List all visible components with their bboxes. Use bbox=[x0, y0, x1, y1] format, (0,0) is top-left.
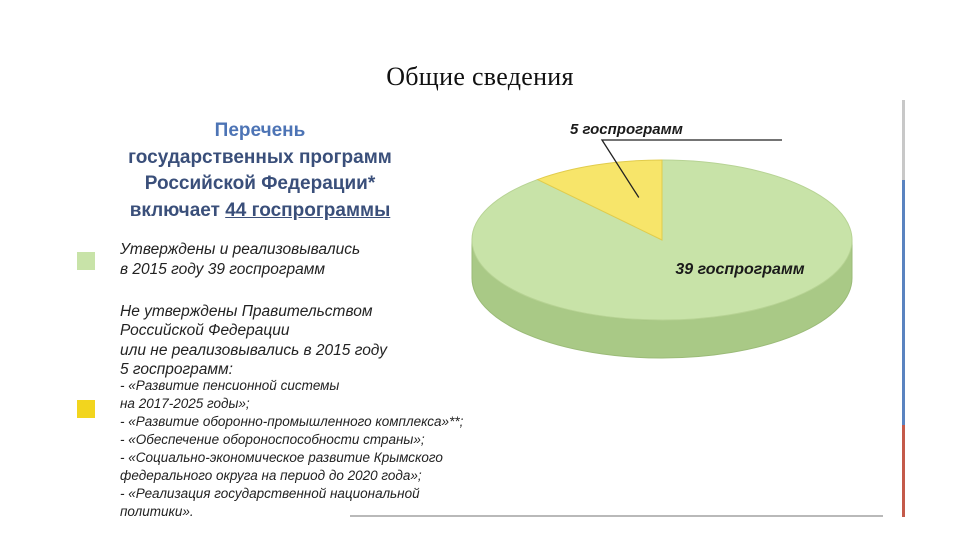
legend-not-approved-line-4: 5 госпрограмм: bbox=[120, 361, 233, 379]
list-item: - «Развитие оборонно-промышленного комплекса»**; bbox=[120, 413, 464, 429]
programs-pie-chart bbox=[460, 110, 880, 370]
list-item: федерального округа на период до 2020 года»; bbox=[120, 467, 422, 483]
legend-swatch-not-approved bbox=[77, 400, 95, 418]
heading-line-2: государственных программ bbox=[128, 146, 392, 168]
list-item: на 2017-2025 годы»; bbox=[120, 395, 250, 411]
pie-label-5: 5 госпрограмм bbox=[570, 121, 683, 138]
panel-border-bottom bbox=[902, 425, 905, 517]
pie-label-39: 39 госпрограмм bbox=[675, 261, 805, 278]
list-item: политики». bbox=[120, 503, 194, 519]
panel-border-middle bbox=[902, 180, 905, 425]
heading-line-1: Перечень bbox=[214, 120, 306, 141]
legend-text-not-approved bbox=[120, 302, 460, 380]
heading-line-3: Российской Федерации* bbox=[144, 173, 376, 195]
panel-border-top bbox=[902, 100, 905, 180]
slide-title: Общие сведения bbox=[386, 62, 574, 91]
heading-line-4 bbox=[60, 198, 460, 225]
list-item: - «Реализация государственной национальной bbox=[120, 485, 420, 501]
not-approved-program-list bbox=[120, 377, 560, 521]
list-item: - «Развитие пенсионной системы bbox=[120, 378, 340, 393]
programs-heading bbox=[60, 118, 460, 224]
legend-swatch-approved bbox=[77, 252, 95, 270]
heading-total-count: 44 госпрограммы bbox=[225, 199, 391, 221]
heading-line-4-prefix: включает bbox=[129, 199, 226, 221]
legend-approved-line-2: в 2015 году 39 госпрограмм bbox=[120, 261, 326, 279]
legend-not-approved-line-3: или не реализовывались в 2015 году bbox=[120, 341, 387, 359]
legend-not-approved-line-2: Российской Федерации bbox=[120, 322, 290, 340]
list-item: - «Социально-экономическое развитие Крымского bbox=[120, 449, 443, 465]
legend-approved-line-1: Утверждены и реализовывались bbox=[120, 241, 361, 258]
legend-text-approved bbox=[120, 240, 450, 280]
list-item: - «Обеспечение обороноспособности страны»; bbox=[120, 431, 425, 447]
legend-not-approved-line-1: Не утверждены Правительством bbox=[120, 303, 373, 320]
